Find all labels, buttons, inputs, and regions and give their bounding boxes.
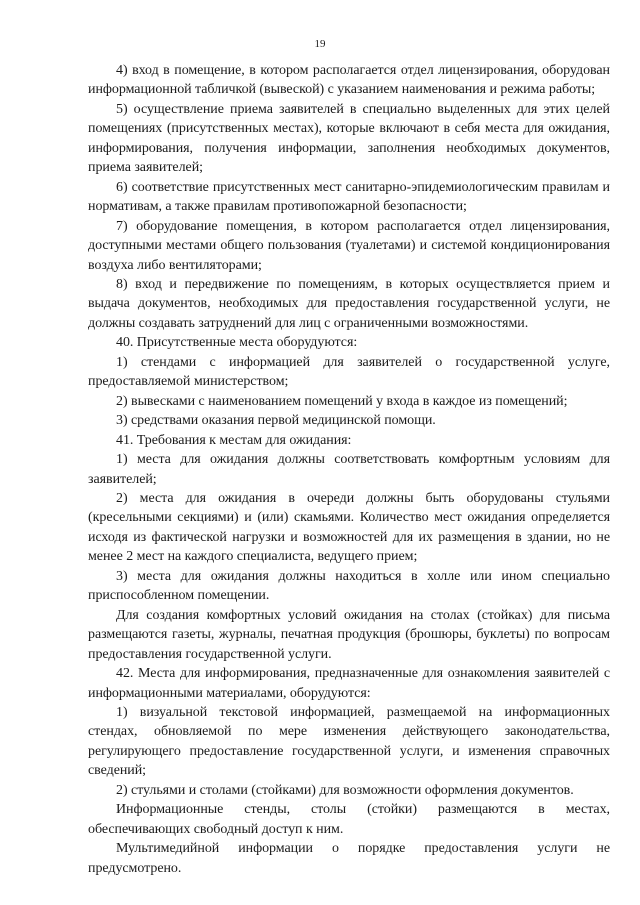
- paragraph-item-4-entrance-sign: 4) вход в помещение, в котором располагается отдел лицензирования, оборудован информационной табличкой (вывеской) с указанием наименования и режима работы;: [88, 63, 610, 98]
- paragraph-clause-42-heading: 42. Места для информирования, предназначенные для ознакомления заявителей с информационными материалами, оборудуются:: [88, 666, 610, 701]
- paragraph-item-7-premises-equipment: 7) оборудование помещения, в котором располагается отдел лицензирования, доступными местами общего пользования (туалетами) и системой кондиционирования воздуха либо вентиляторами;: [88, 218, 610, 273]
- paragraph-clause-40-heading: 40. Присутственные места оборудуются:: [116, 335, 358, 351]
- paragraph-clause-41-item-1: 1) места для ожидания должны соответствовать комфортным условиям для заявителей;: [88, 452, 610, 487]
- paragraph-item-8-accessibility: 8) вход и передвижение по помещениям, в которых осуществляется прием и выдача документов, необходимых для предоставления государственной услуги, не должны создавать затруднений для лиц с ограниченными возможностями.: [88, 276, 610, 331]
- paragraph-item-6-sanitary-compliance: 6) соответствие присутственных мест санитарно-эпидемиологическим правилам и нормативам, а также правилам противопожарной безопасности;: [88, 179, 610, 215]
- paragraph-waiting-comfort: Для создания комфортных условий ожидания на столах (стойках) для письма размещаются газеты, журналы, печатная продукция (брошюры, буклеты) по вопросам предоставления государственной услуги.: [88, 607, 610, 662]
- paragraph-clause-40-item-1: 1) стендами с информацией для заявителей о государственной услуге, предоставляемой министерством;: [88, 354, 610, 390]
- paragraph-clause-40-item-3: 3) средствами оказания первой медицинской помощи.: [116, 413, 436, 429]
- paragraph-info-stands: Информационные стенды, столы (стойки) размещаются в местах, обеспечивающих свободный доступ к ним.: [88, 802, 610, 837]
- page-number: 19: [314, 38, 326, 50]
- document-body: [88, 61, 610, 878]
- paragraph-clause-42-item-1: 1) визуальной текстовой информацией, размещаемой на информационных стендах, обновляемой по мере изменения действующего законодательства, регулирующего предоставление государственной услуги, и изменения справочных сведений;: [88, 704, 610, 779]
- paragraph-clause-41-item-3: 3) места для ожидания должны находиться в холле или ином специально приспособленном помещении.: [88, 568, 610, 604]
- paragraph-item-5-reception-premises: 5) осуществление приема заявителей в специально выделенных для этих целей помещениях (присутственных местах), которые включают в себя места для ожидания, информирования, получения информации, заполнения необходимых документов, приема заявителей;: [88, 101, 610, 176]
- paragraph-multimedia: Мультимедийной информации о порядке предоставления услуги не предусмотрено.: [88, 841, 610, 876]
- paragraph-clause-40-item-2: 2) вывесками с наименованием помещений у входа в каждое из помещений;: [116, 393, 568, 409]
- paragraph-clause-41-item-2: 2) места для ожидания в очереди должны быть оборудованы стульями (кресельными секциями) и (или) скамьями. Количество мест ожидания определяется исходя из фактической нагрузки и возможностей для их размещения в здании, но не менее 2 мест на каждого специалиста, ведущего прием;: [88, 490, 610, 565]
- paragraph-clause-41-heading: 41. Требования к местам для ожидания:: [116, 432, 352, 448]
- paragraph-clause-42-item-2: 2) стульями и столами (стойками) для возможности оформления документов.: [116, 782, 574, 798]
